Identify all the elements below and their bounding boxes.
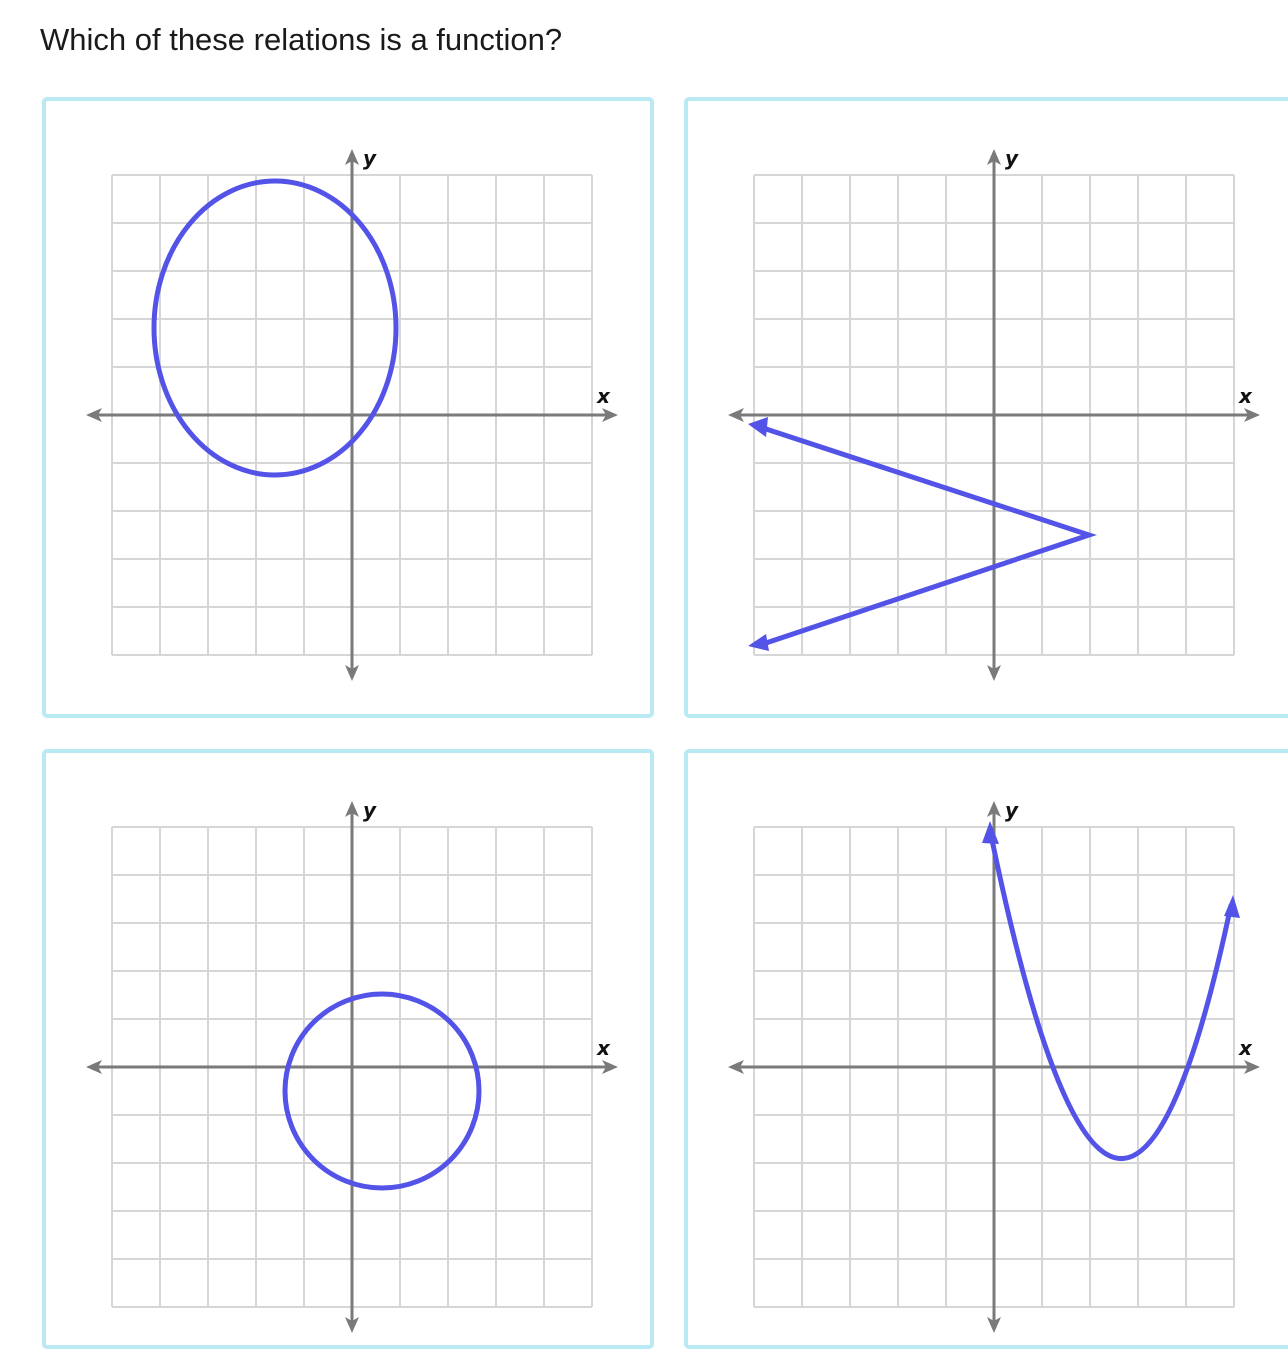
ellipse-curve xyxy=(154,181,396,475)
x-axis-label: x xyxy=(597,384,610,408)
y-axis-label: y xyxy=(1005,798,1019,822)
axes xyxy=(86,798,618,1333)
answer-choice-circle[interactable] xyxy=(42,749,654,1349)
answer-choice-ellipse[interactable] xyxy=(42,97,654,718)
x-axis-label: x xyxy=(597,1036,610,1060)
graph-ellipse xyxy=(46,101,654,718)
y-axis-label: y xyxy=(363,798,377,822)
arrowhead-upper xyxy=(748,417,768,437)
y-axis-label: y xyxy=(363,146,377,170)
v-curve xyxy=(763,428,1089,644)
arrowhead-right xyxy=(1224,895,1240,918)
x-axis-label: x xyxy=(1239,384,1252,408)
y-axis-label: y xyxy=(1005,146,1019,170)
graph-sideways-v xyxy=(688,101,1288,718)
parabola-curve xyxy=(991,835,1231,1159)
answer-choice-parabola[interactable] xyxy=(684,749,1288,1349)
graph-circle xyxy=(46,753,654,1349)
arrowhead-lower xyxy=(748,634,769,651)
circle-curve xyxy=(285,994,479,1188)
graph-parabola xyxy=(688,753,1288,1349)
answer-choice-sideways-v[interactable] xyxy=(684,97,1288,718)
question-text: Which of these relations is a function? xyxy=(40,22,563,57)
x-axis-label: x xyxy=(1239,1036,1252,1060)
axes xyxy=(86,146,618,681)
arrowhead-left xyxy=(982,821,999,844)
axes xyxy=(728,146,1260,681)
axes xyxy=(728,798,1260,1333)
